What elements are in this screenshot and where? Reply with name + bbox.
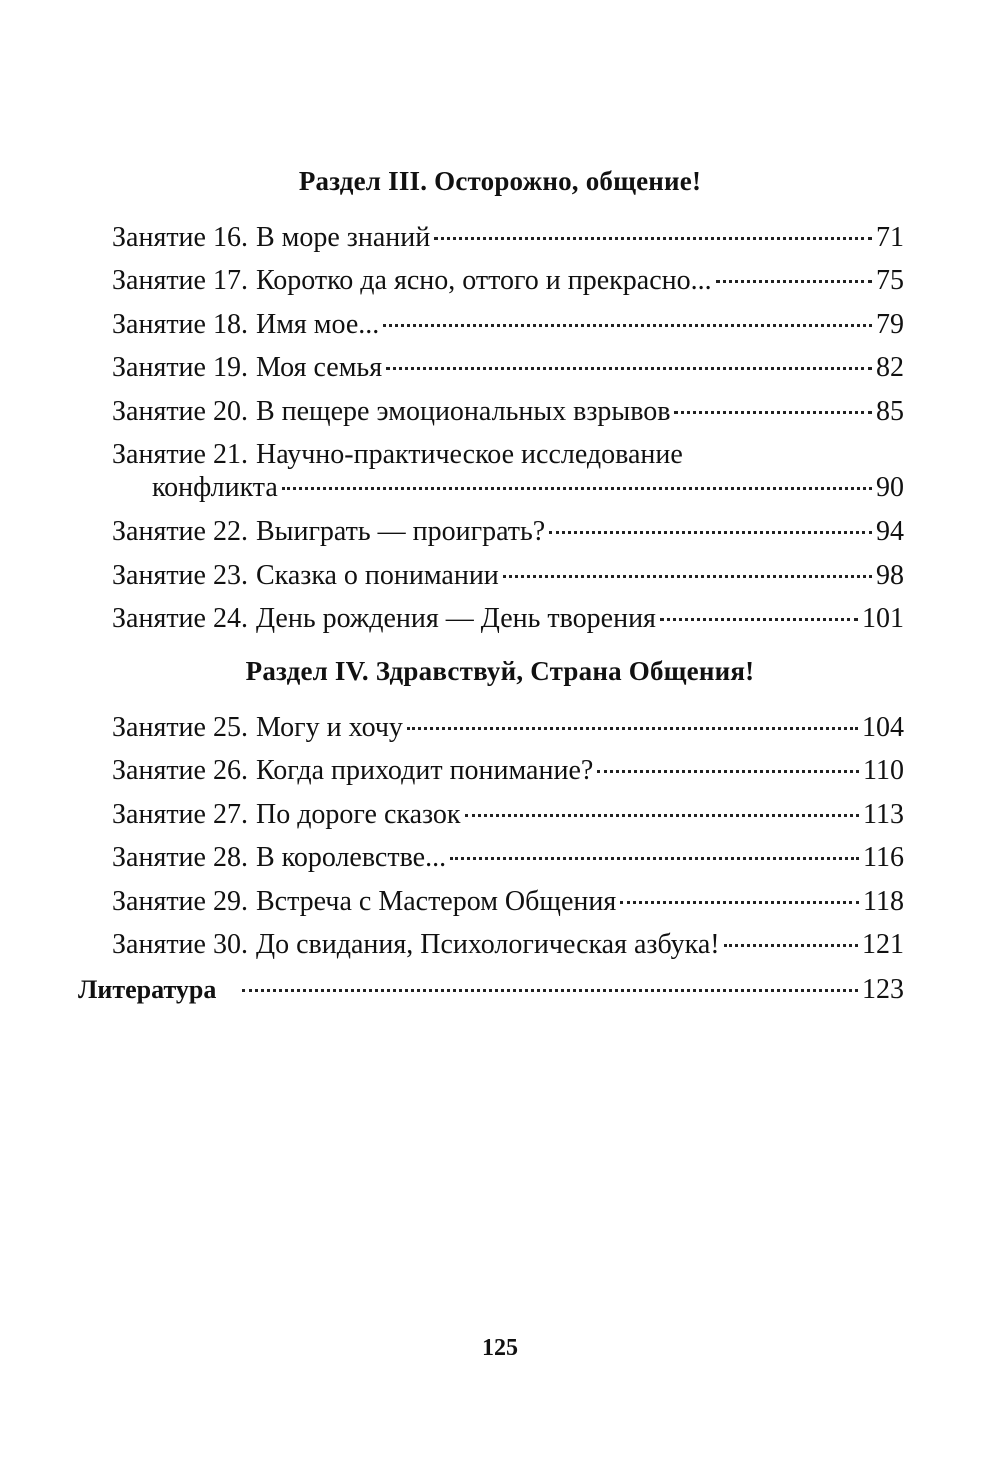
toc-entry-number: Занятие 17. bbox=[112, 265, 248, 296]
section-3-heading: Раздел III. Осторожно, общение! bbox=[298, 166, 702, 196]
toc-entry-21-continuation bbox=[112, 472, 904, 512]
dot-leader bbox=[674, 411, 872, 414]
toc-entry-number: Занятие 27. bbox=[112, 799, 248, 830]
toc-entry-title: Имя мое... bbox=[255, 309, 380, 340]
dot-leader bbox=[282, 487, 872, 490]
page-number: 125 bbox=[482, 1335, 518, 1361]
toc-entry-title: Могу и хочу bbox=[255, 712, 403, 743]
toc-entry-number: Занятие 25. bbox=[112, 712, 248, 743]
dot-leader bbox=[386, 367, 872, 370]
toc-entry-number: Занятие 19. bbox=[112, 352, 248, 383]
toc-entry-number: Занятие 29. bbox=[112, 886, 248, 917]
toc-entry-page: 90 bbox=[876, 472, 904, 503]
dot-leader bbox=[465, 814, 860, 817]
toc-entry-title: Встреча с Мастером Общения bbox=[255, 886, 617, 917]
toc-entry-number: Занятие 24. bbox=[112, 603, 248, 634]
toc-entry-18 bbox=[112, 309, 904, 349]
toc-entry-number: Занятие 28. bbox=[112, 842, 248, 873]
dot-leader bbox=[407, 727, 858, 730]
toc-entry-title: Выиграть — проиграть? bbox=[255, 516, 546, 547]
section-4-heading: Раздел IV. Здравствуй, Страна Общения! bbox=[245, 656, 755, 686]
toc-entry-title: В королевстве... bbox=[255, 842, 447, 873]
toc-entry-17 bbox=[112, 265, 904, 305]
toc-entry-page: 75 bbox=[876, 265, 904, 296]
toc-entry-20 bbox=[112, 396, 904, 436]
toc-entry-title: До свидания, Психологическая азбука! bbox=[255, 929, 720, 960]
toc-entry-28 bbox=[112, 842, 904, 882]
toc-entry-page: 82 bbox=[876, 352, 904, 383]
toc-entry-title: День рождения — День творения bbox=[255, 603, 656, 634]
toc-entry-page: 113 bbox=[863, 799, 904, 830]
toc-entry-number: Занятие 26. bbox=[112, 755, 248, 786]
dot-leader bbox=[434, 237, 872, 240]
toc-entry-26 bbox=[112, 755, 904, 795]
toc-entry-number: Занятие 16. bbox=[112, 222, 248, 253]
toc-entry-page: 94 bbox=[876, 516, 904, 547]
toc-entry-number: Занятие 22. bbox=[112, 516, 248, 547]
toc-entry-number: Занятие 18. bbox=[112, 309, 248, 340]
dot-leader bbox=[660, 618, 858, 621]
dot-leader bbox=[716, 280, 872, 283]
toc-entry-page: 116 bbox=[863, 842, 904, 873]
literature-label: Литература bbox=[78, 975, 217, 1004]
toc-entry-page: 118 bbox=[863, 886, 904, 917]
toc-entry-title: Моя семья bbox=[255, 352, 383, 383]
toc-entry-title: По дороге сказок bbox=[255, 799, 461, 830]
literature-page: 123 bbox=[862, 974, 904, 1005]
toc-entry-30 bbox=[112, 929, 904, 969]
toc-entry-title: Когда приходит понимание? bbox=[255, 755, 594, 786]
toc-entry-title: Сказка о понимании bbox=[255, 560, 499, 591]
dot-leader bbox=[549, 531, 872, 534]
toc-entry-page: 85 bbox=[876, 396, 904, 427]
toc-entry-title: В пещере эмоциональных взрывов bbox=[255, 396, 671, 427]
toc-entry-number: Занятие 20. bbox=[112, 396, 248, 427]
toc-entry-16 bbox=[112, 222, 904, 262]
toc-entry-23 bbox=[112, 560, 904, 600]
toc-entry-title: Коротко да ясно, оттого и прекрасно... bbox=[255, 265, 712, 296]
dot-leader bbox=[503, 575, 872, 578]
toc-entry-21 bbox=[112, 439, 904, 475]
toc-entry-page: 110 bbox=[863, 755, 904, 786]
toc-entry-title: Научно-практическое исследование bbox=[255, 439, 683, 470]
dot-leader bbox=[242, 989, 858, 992]
toc-entry-page: 104 bbox=[862, 712, 904, 743]
toc-entry-page: 121 bbox=[862, 929, 904, 960]
toc-entry-25 bbox=[112, 712, 904, 752]
dot-leader bbox=[450, 857, 859, 860]
toc-entry-title: В море знаний bbox=[255, 222, 431, 253]
dot-leader bbox=[597, 770, 859, 773]
toc-literature bbox=[78, 974, 904, 1014]
toc-entry-page: 71 bbox=[876, 222, 904, 253]
toc-entry-title-continuation: конфликта bbox=[152, 472, 278, 503]
toc-entry-number: Занятие 21. bbox=[112, 439, 248, 470]
toc-entry-page: 98 bbox=[876, 560, 904, 591]
toc-entry-number: Занятие 23. bbox=[112, 560, 248, 591]
toc-entry-29 bbox=[112, 886, 904, 926]
toc-entry-27 bbox=[112, 799, 904, 839]
toc-entry-19 bbox=[112, 352, 904, 392]
toc-entry-22 bbox=[112, 516, 904, 556]
toc-entry-24 bbox=[112, 603, 904, 643]
toc-entry-number: Занятие 30. bbox=[112, 929, 248, 960]
dot-leader bbox=[724, 944, 858, 947]
toc-entry-page: 79 bbox=[876, 309, 904, 340]
dot-leader bbox=[620, 901, 859, 904]
dot-leader bbox=[383, 324, 872, 327]
toc-entry-page: 101 bbox=[862, 603, 904, 634]
